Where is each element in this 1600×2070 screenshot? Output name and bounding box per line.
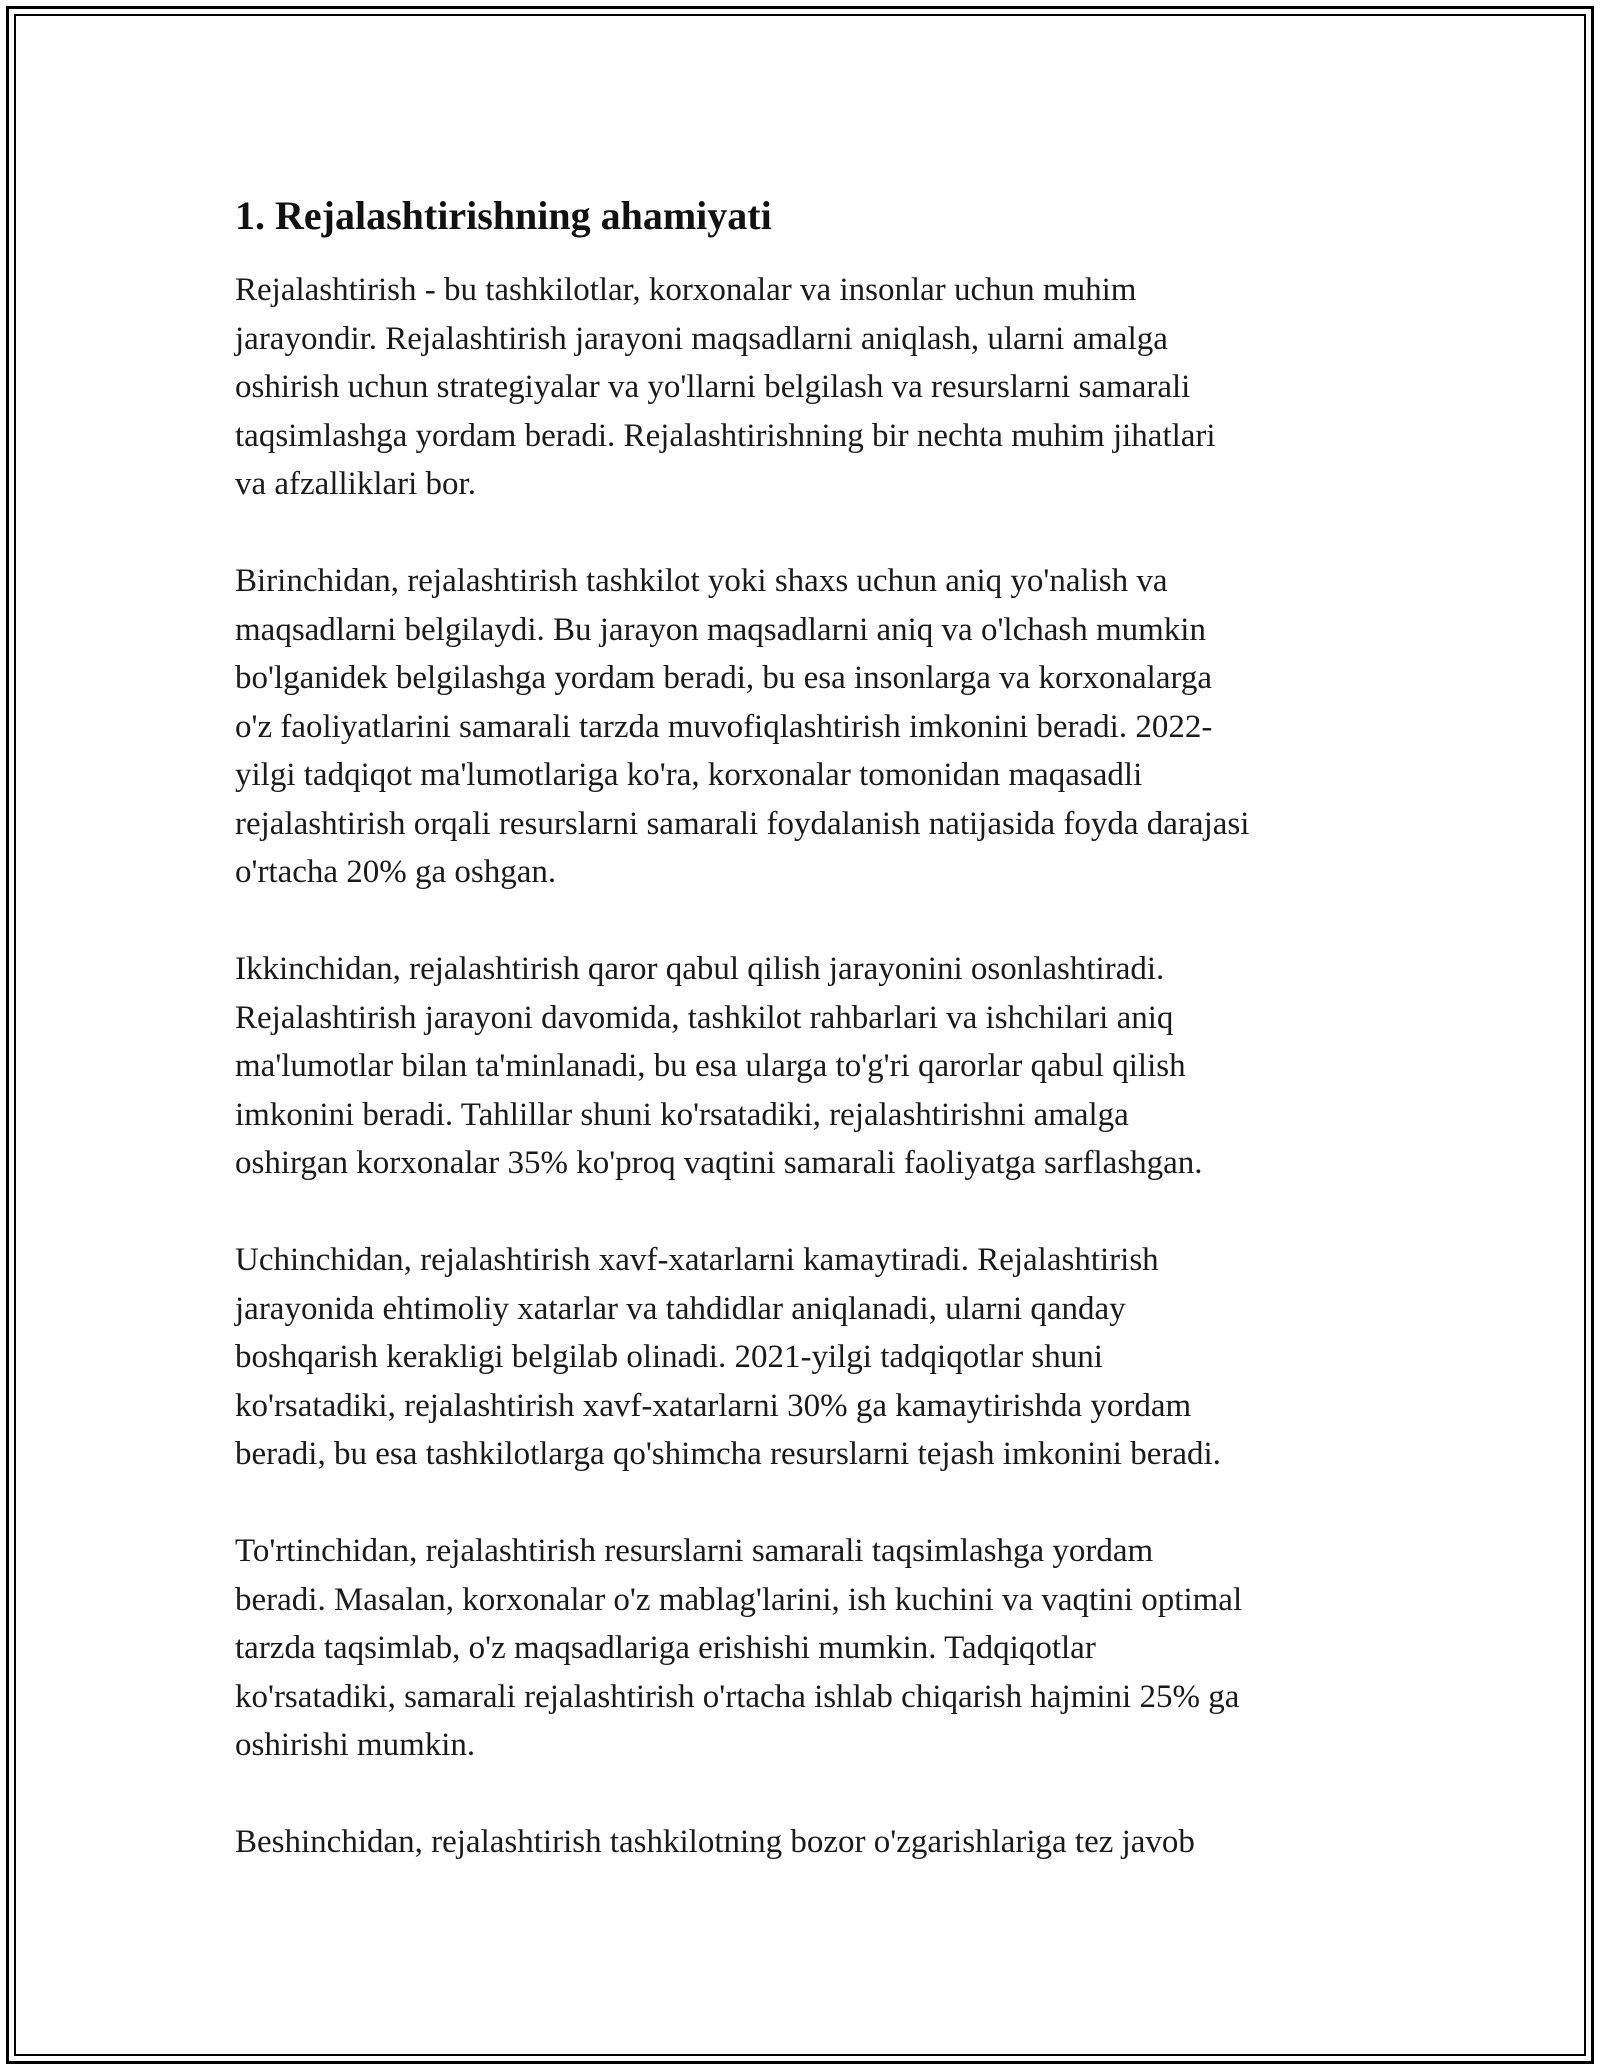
paragraph-second bbox=[235, 945, 1375, 1188]
text-line: oshirish uchun strategiyalar va yo'llarni belgilash va resurslarni samarali bbox=[235, 369, 1191, 405]
text-line: Uchinchidan, rejalashtirish xavf-xatarlarni kamaytiradi. Rejalashtirish bbox=[235, 1242, 1159, 1278]
text-line: To'rtinchidan, rejalashtirish resurslarni samarali taqsimlashga yordam bbox=[235, 1533, 1154, 1569]
paragraph-fourth bbox=[235, 1527, 1375, 1770]
text-line: ma'lumotlar bilan ta'minlanadi, bu esa ularga to'g'ri qarorlar qabul qilish bbox=[235, 1048, 1186, 1084]
text-line: tarzda taqsimlab, o'z maqsadlariga erishishi mumkin. Tadqiqotlar bbox=[235, 1630, 1096, 1666]
text-line: Rejalashtirish jarayoni davomida, tashkilot rahbarlari va ishchilari aniq bbox=[235, 999, 1174, 1036]
text-line: ko'rsatadiki, samarali rejalashtirish o'rtacha ishlab chiqarish hajmini 25% ga bbox=[235, 1678, 1240, 1715]
text-line: taqsimlashga yordam beradi. Rejalashtirishning bir nechta muhim jihatlari bbox=[235, 417, 1216, 454]
text-line: beradi. Masalan, korxonalar o'z mablag'larini, ish kuchini va vaqtini optimal bbox=[235, 1581, 1243, 1618]
text-line: maqsadlarni belgilaydi. Bu jarayon maqsadlarni aniq va o'lchash mumkin bbox=[235, 611, 1206, 648]
text-line: Beshinchidan, rejalashtirish tashkilotning bozor o'zgarishlariga tez javob bbox=[235, 1824, 1195, 1860]
text-line: jarayonida ehtimoliy xatarlar va tahdidlar aniqlanadi, ularni qanday bbox=[235, 1290, 1126, 1327]
text-line: Birinchidan, rejalashtirish tashkilot yoki shaxs uchun aniq yo'nalish va bbox=[235, 563, 1168, 599]
paragraph-third bbox=[235, 1236, 1375, 1479]
text-line: Rejalashtirish - bu tashkilotlar, korxonalar va insonlar uchun muhim bbox=[235, 272, 1137, 308]
text-line: o'z faoliyatlarini samarali tarzda muvofiqlashtirish imkonini beradi. 2022- bbox=[235, 708, 1213, 745]
paragraph-intro bbox=[235, 266, 1375, 509]
paragraph-first bbox=[235, 557, 1375, 897]
text-line: oshirishi mumkin. bbox=[235, 1727, 476, 1763]
text-line: o'rtacha 20% ga oshgan. bbox=[235, 854, 557, 890]
text-line: oshirgan korxonalar 35% ko'proq vaqtini samarali faoliyatga sarflashgan. bbox=[235, 1145, 1203, 1181]
section-title: 1. Rejalashtirishning ahamiyati bbox=[235, 193, 772, 238]
text-line: ko'rsatadiki, rejalashtirish xavf-xatarlarni 30% ga kamaytirishda yordam bbox=[235, 1387, 1192, 1424]
document-body bbox=[235, 180, 1375, 1915]
paragraph-fifth bbox=[235, 1818, 1375, 1867]
text-line: va afzalliklari bor. bbox=[235, 466, 476, 502]
text-line: bo'lganidek belgilashga yordam beradi, bu esa insonlarga va korxonalarga bbox=[235, 660, 1213, 696]
text-line: boshqarish kerakligi belgilab olinadi. 2021-yilgi tadqiqotlar shuni bbox=[235, 1339, 1103, 1375]
text-line: imkonini beradi. Tahlillar shuni ko'rsatadiki, rejalashtirishni amalga bbox=[235, 1096, 1129, 1133]
text-line: rejalashtirish orqali resurslarni samarali foydalanish natijasida foyda darajasi bbox=[235, 805, 1250, 842]
text-line: jarayondir. Rejalashtirish jarayoni maqsadlarni aniqlash, ularni amalga bbox=[235, 320, 1168, 357]
text-line: Ikkinchidan, rejalashtirish qaror qabul qilish jarayonini osonlashtiradi. bbox=[235, 951, 1165, 987]
text-line: beradi, bu esa tashkilotlarga qo'shimcha resurslarni tejash imkonini beradi. bbox=[235, 1436, 1221, 1472]
text-line: yilgi tadqiqot ma'lumotlariga ko'ra, korxonalar tomonidan maqasadli bbox=[235, 757, 1143, 793]
